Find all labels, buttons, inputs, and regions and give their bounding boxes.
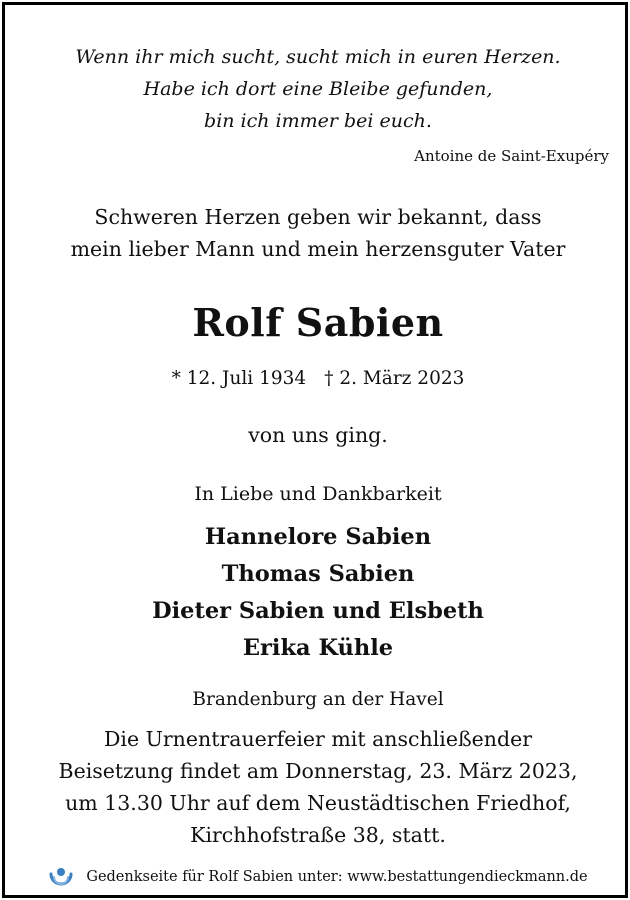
intro-line: Schweren Herzen geben wir bekannt, dass bbox=[94, 205, 542, 229]
obituary-frame bbox=[2, 2, 628, 898]
memorial-footer bbox=[5, 864, 630, 890]
signoff-text: In Liebe und Dankbarkeit bbox=[194, 483, 442, 505]
death-date: † 2. März 2023 bbox=[324, 368, 465, 389]
mourner-name: Hannelore Sabien bbox=[204, 524, 432, 550]
birth-date: * 12. Juli 1934 bbox=[171, 368, 307, 389]
funeral-details bbox=[5, 723, 630, 851]
memorial-logo-icon bbox=[48, 864, 74, 890]
mourner-name: Dieter Sabien und Elsbeth bbox=[152, 598, 484, 624]
mourners-list bbox=[5, 519, 630, 667]
funeral-line: Kirchhofstraße 38, statt. bbox=[190, 823, 446, 847]
poem-line: bin ich immer bei euch. bbox=[204, 110, 432, 132]
intro-line: mein lieber Mann und mein herzensguter Vater bbox=[70, 237, 566, 261]
memorial-link-text[interactable]: Gedenkseite für Rolf Sabien unter: www.bestattungendieckmann.de bbox=[86, 869, 588, 885]
passing-text: von uns ging. bbox=[248, 423, 388, 447]
poem-line: Habe ich dort eine Bleibe gefunden, bbox=[143, 78, 493, 100]
mourner-name: Thomas Sabien bbox=[221, 561, 415, 587]
poem-author: Antoine de Saint-Exupéry bbox=[414, 147, 609, 165]
funeral-line: um 13.30 Uhr auf dem Neustädtischen Friedhof, bbox=[65, 791, 571, 815]
announcement-intro bbox=[5, 201, 630, 265]
poem-quote bbox=[5, 41, 630, 137]
life-dates bbox=[5, 368, 630, 389]
poem-line: Wenn ihr mich sucht, sucht mich in euren Herzen. bbox=[75, 46, 561, 68]
place-text: Brandenburg an der Havel bbox=[192, 689, 444, 710]
mourner-name: Erika Kühle bbox=[242, 635, 394, 661]
deceased-name: Rolf Sabien bbox=[192, 300, 444, 345]
funeral-line: Die Urnentrauerfeier mit anschließender bbox=[103, 727, 533, 751]
funeral-line: Beisetzung findet am Donnerstag, 23. März 2023, bbox=[58, 759, 578, 783]
